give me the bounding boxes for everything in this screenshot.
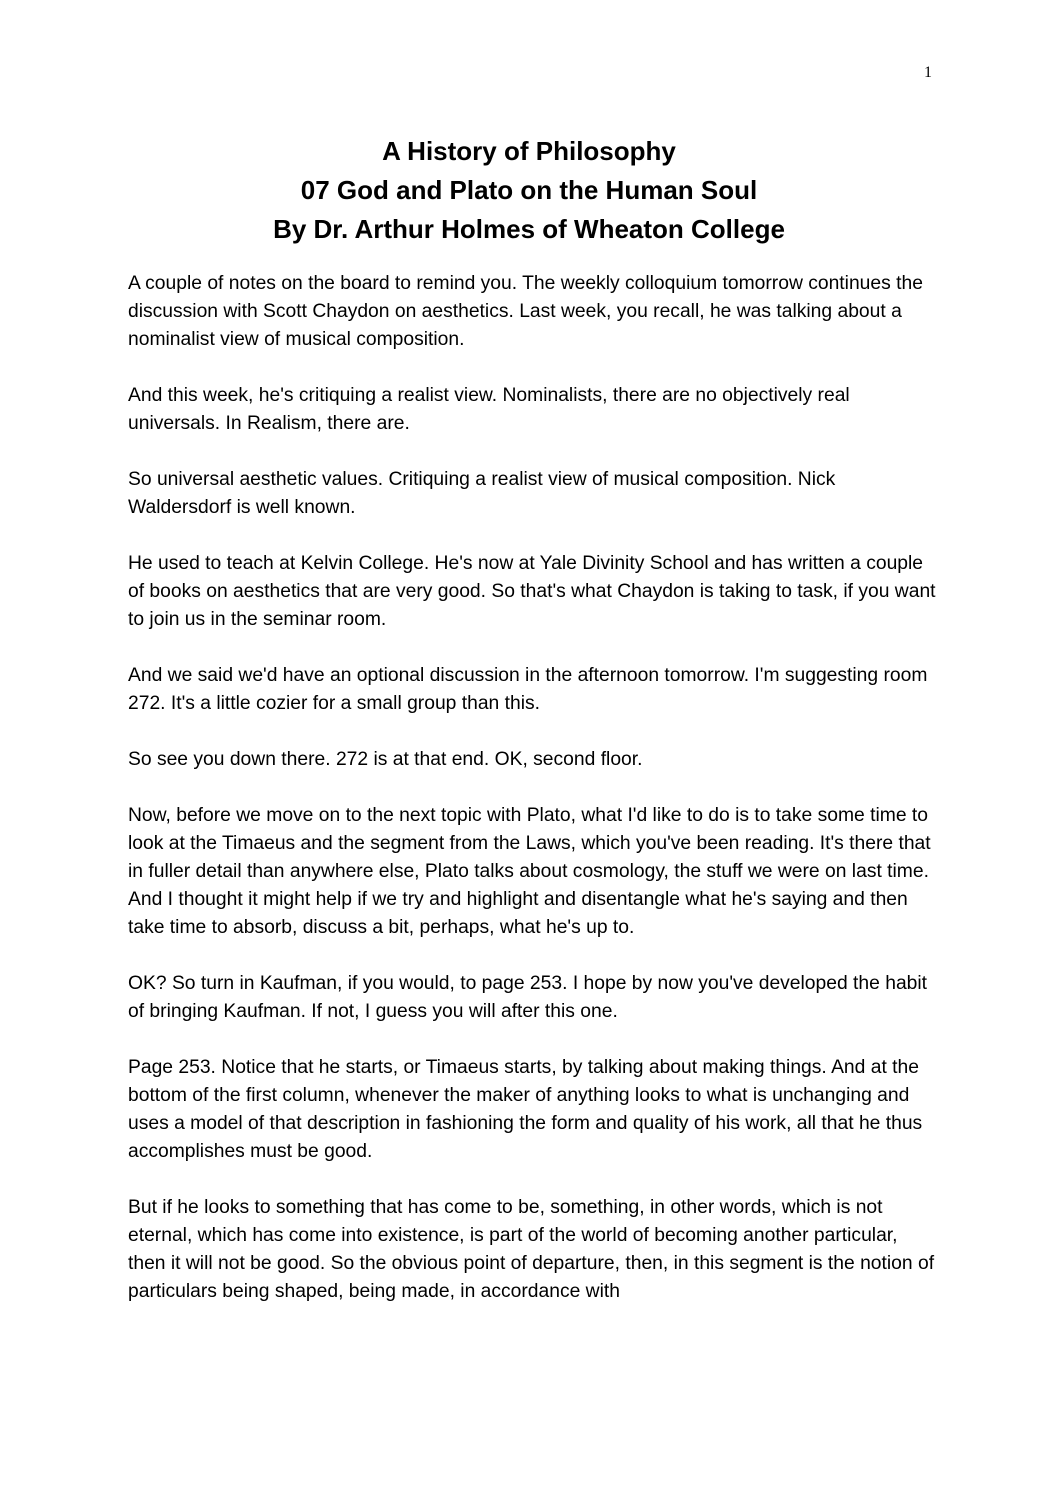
paragraph: OK? So turn in Kaufman, if you would, to page 253. I hope by now you've developed the habit of bringing Kaufman. If not, I guess you will after this one. [128,973,928,1022]
title-line-author: By Dr. Arthur Holmes of Wheaton College [273,214,785,244]
title-line-series: A History of Philosophy [382,136,676,166]
paragraph: And this week, he's critiquing a realist view. Nominalists, there are no objectively real universals. In Realism, there are. [128,385,850,434]
document-body [128,270,938,1334]
paragraph: So universal aesthetic values. Critiquing a realist view of musical composition. Nick Waldersdorf is well known. [128,469,836,518]
title-line-lecture: 07 God and Plato on the Human Soul [300,175,758,205]
paragraph: And we said we'd have an optional discussion in the afternoon tomorrow. I'm suggesting room 272. It's a little cozier for a small group than this. [128,665,928,714]
paragraph: Page 253. Notice that he starts, or Timaeus starts, by talking about making things. And at the bottom of the first column, whenever the maker of anything looks to what is unchanging and uses a model of that description in fashioning the form and quality of his work, all that he thus accomplishes must be good. [128,1057,923,1162]
paragraph: Now, before we move on to the next topic with Plato, what I'd like to do is to take some time to look at the Timaeus and the segment from the Laws, which you've been reading. It's there that in fuller detail than anywhere else, Plato talks about cosmology, the stuff we were on last time. And I thought it might help if we try and highlight and disentangle what he's saying and then take time to absorb, discuss a bit, perhaps, what he's up to. [128,805,931,938]
paragraph: But if he looks to something that has come to be, something, in other words, which is not eternal, which has come into existence, is part of the world of becoming another particular, then it will not be good. So the obvious point of departure, then, in this segment is the notion of particulars being shaped, being made, in accordance with [128,1197,935,1302]
paragraph: He used to teach at Kelvin College. He's now at Yale Divinity School and has written a couple of books on aesthetics that are very good. So that's what Chaydon is taking to task, if you want to join us in the seminar room. [128,553,936,630]
paragraph: So see you down there. 272 is at that end. OK, second floor. [128,749,643,770]
paragraph: A couple of notes on the board to remind you. The weekly colloquium tomorrow continues the discussion with Scott Chaydon on aesthetics. Last week, you recall, he was talking about a nominalist view of musical composition. [128,273,923,350]
page-number: 1 [924,64,932,81]
document-title [0,132,1058,249]
